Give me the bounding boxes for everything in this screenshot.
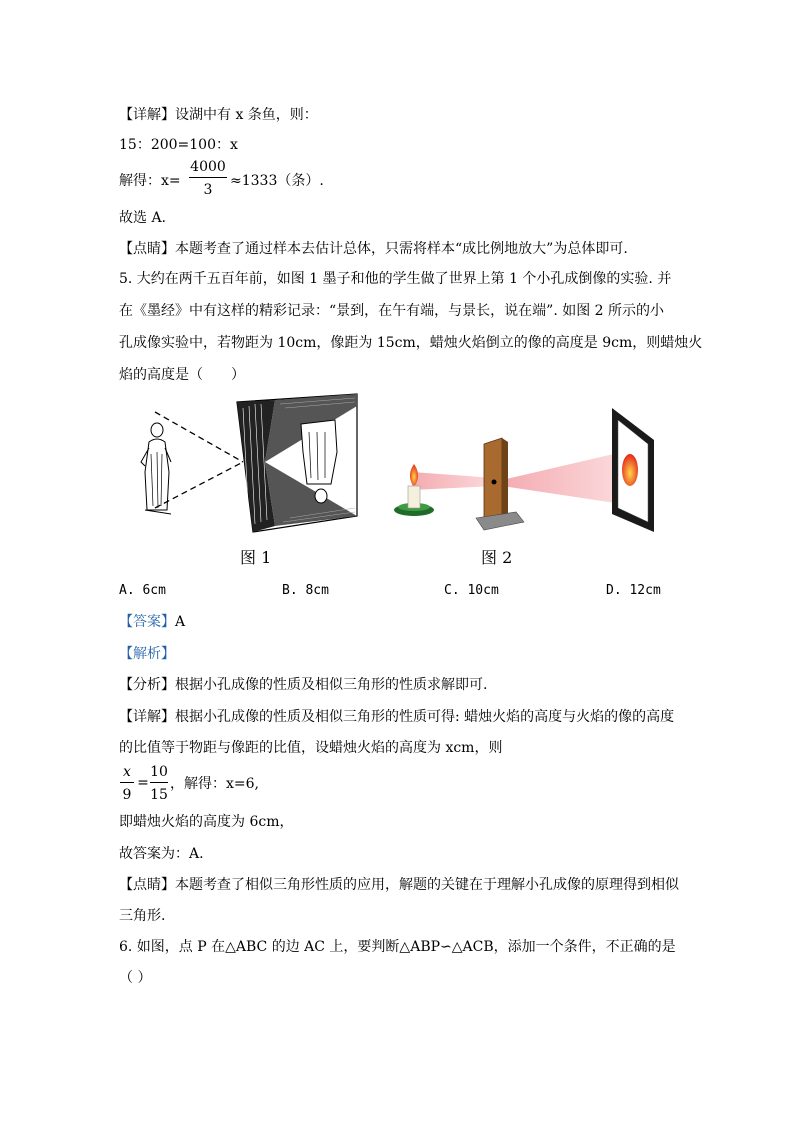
detail-2-line-1	[119, 708, 674, 726]
q5-line-2: 在《墨经》中有这样的精彩记录：“景到，在午有端，与景长，说在端”. 如图 2 所示的小	[119, 303, 665, 319]
detail-2-line-2: 的比值等于物距与像距的比值，设蜡烛火焰的高度为 xcm，则	[119, 740, 503, 756]
analysis-summary	[119, 676, 487, 694]
comment-2-line-1	[119, 876, 679, 894]
analysis-summary-text: 根据小孔成像的性质及相似三角形的性质求解即可.	[175, 677, 488, 693]
figure-1-pinhole-illustration	[125, 392, 365, 538]
choose-line: 故选 A.	[119, 210, 167, 226]
result-line-2: 故答案为：A.	[119, 846, 204, 862]
answer-tag: 【答案】	[119, 614, 175, 630]
comment-tag: 【点睛】	[119, 241, 175, 257]
answer-value: A	[175, 614, 186, 630]
eq-left-denominator: 9	[122, 787, 132, 803]
light-beam-left	[412, 472, 495, 490]
display-screen	[612, 408, 654, 532]
comment-2-tag: 【点睛】	[119, 877, 175, 893]
option-a[interactable]: A. 6cm	[119, 583, 166, 598]
figure-1-caption: 图 1	[240, 548, 272, 567]
analysis-tag: 【解析】	[119, 646, 175, 662]
light-beam-right	[502, 452, 622, 504]
fraction-bar	[189, 177, 227, 178]
fraction-numerator: 4000	[190, 159, 226, 175]
solve-suffix: ≈1333（条）.	[230, 173, 324, 189]
eq-right-bar	[150, 782, 168, 783]
result-line-1: 即蜡烛火焰的高度为 6cm，	[119, 814, 294, 830]
detail-2-text-1: 根据小孔成像的性质及相似三角形的性质可得: 蜡烛火焰的高度与火焰的像的高度	[175, 709, 675, 725]
comment-2-line-2: 三角形.	[119, 908, 166, 924]
standing-figure	[141, 423, 171, 514]
detail-tag: 【详解】	[119, 107, 175, 123]
proportion-line: 15：200=100：x	[119, 137, 238, 153]
q5-line-4: 焰的高度是（ ）	[119, 367, 245, 383]
eq-suffix: ，解得：x=6,	[170, 776, 259, 792]
eq-equals-sign: =	[137, 775, 149, 791]
q5-line-3: 孔成像实验中，若物距为 10cm，像距为 15cm，蜡烛火焰倒立的像的高度是 9cm，则蜡烛火	[119, 335, 703, 351]
eq-left-numerator: x	[123, 764, 131, 780]
option-c[interactable]: C. 10cm	[444, 583, 499, 598]
answer-line	[119, 613, 185, 631]
candle	[394, 464, 434, 516]
screen-box	[237, 394, 357, 532]
comment-line	[119, 240, 628, 258]
q6-line-2: （ ）	[119, 970, 152, 986]
option-d[interactable]: D. 12cm	[606, 583, 661, 598]
comment-2-text-1: 本题考查了相似三角形性质的应用，解题的关键在于理解小孔成像的原理得到相似	[175, 877, 679, 893]
q6-line-1: 6. 如图，点 P 在△ABC 的边 AC 上，要判断△ABP∽△ACB，添加一个条件，不正确的是	[119, 939, 676, 955]
detail-text: 设湖中有 x 条鱼，则：	[175, 107, 318, 123]
figure-2-candle-experiment	[390, 404, 665, 534]
comment-text: 本题考查了通过样本去估计总体，只需将样本“成比例地放大”为总体即可.	[175, 241, 628, 257]
detail-line	[119, 106, 318, 124]
analysis-summary-tag: 【分析】	[119, 677, 175, 693]
solve-prefix: 解得：x=	[119, 173, 181, 189]
eq-right-numerator: 10	[150, 764, 168, 780]
option-b[interactable]: B. 8cm	[282, 583, 329, 598]
eq-right-denominator: 15	[150, 787, 168, 803]
detail-2-tag: 【详解】	[119, 709, 175, 725]
figure-2-caption: 图 2	[481, 548, 513, 567]
fraction-denominator: 3	[203, 182, 213, 198]
q5-line-1: 5. 大约在两千五百年前，如图 1 墨子和他的学生做了世界上第 1 个小孔成倒像的实验. 并	[119, 271, 672, 287]
eq-left-bar	[120, 782, 134, 783]
